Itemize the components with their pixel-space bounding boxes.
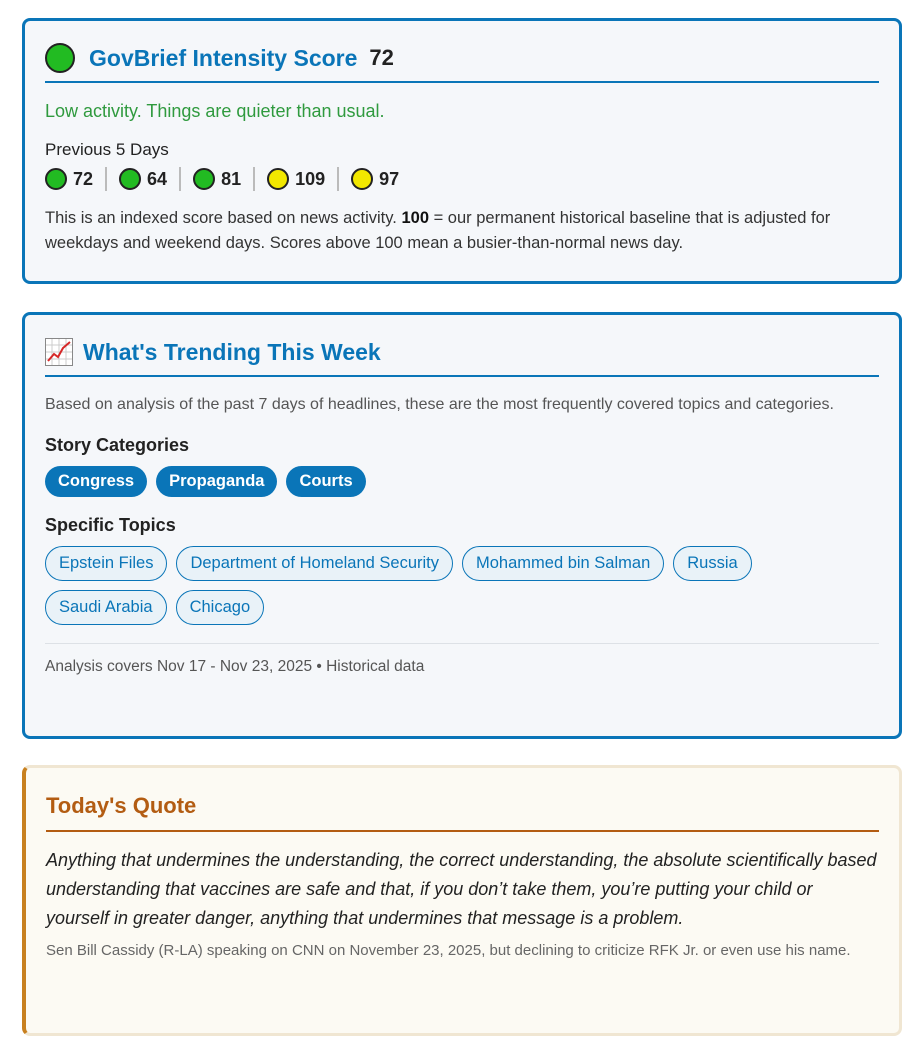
day-score-value: 81	[221, 168, 242, 189]
topic-chip[interactable]: Saudi Arabia	[45, 590, 167, 625]
description-text-cont: = our permanent historical baseline that is adjusted for weekdays and weekend days. Scores above 100 mean a busier-than-normal news day.	[45, 209, 831, 252]
topic-chip[interactable]: Chicago	[176, 590, 265, 625]
previous-day-score	[119, 168, 167, 190]
previous-days-label: Previous 5 Days	[45, 140, 169, 159]
quote-card	[22, 765, 902, 1036]
day-score-value: 72	[73, 168, 94, 189]
day-separator	[337, 167, 339, 191]
trending-intro: Based on analysis of the past 7 days of headlines, these are the most frequently covered topics and categories.	[45, 396, 834, 413]
divider	[45, 643, 879, 644]
previous-days-list	[45, 166, 879, 192]
trending-title: What's Trending This Week	[83, 338, 381, 365]
status-dot-icon	[119, 168, 141, 190]
topic-chip[interactable]: Epstein Files	[45, 546, 167, 581]
quote-title: Today's Quote	[46, 793, 197, 818]
status-dot-icon	[351, 168, 373, 190]
score-title: GovBrief Intensity Score	[89, 44, 358, 71]
quote-source: Sen Bill Cassidy (R-LA) speaking on CNN on November 23, 2025, but declining to criticize RFK Jr. or even use his name.	[46, 942, 851, 959]
category-chip[interactable]: Congress	[45, 466, 147, 497]
category-chip[interactable]: Courts	[286, 466, 365, 497]
intensity-score-card	[22, 18, 902, 284]
analysis-note: Analysis covers Nov 17 - Nov 23, 2025 • Historical data	[45, 658, 425, 675]
description-text: This is an indexed score based on news activity.	[45, 209, 402, 227]
quote-text: Anything that undermines the understanding, the correct understanding, the absolute scientifically based understanding that vaccines are safe and that, if you don’t take them, you’re putting your child or yourself in greater danger, anything that undermines that message is a problem.	[46, 850, 877, 928]
day-score-value: 64	[147, 168, 168, 189]
trending-card	[22, 312, 902, 739]
score-value: 72	[369, 45, 394, 70]
activity-status: Low activity. Things are quieter than usual.	[45, 101, 385, 121]
topic-chip[interactable]: Russia	[673, 546, 751, 581]
chart-increasing-icon	[45, 338, 73, 366]
baseline-value: 100	[401, 209, 429, 227]
day-separator	[179, 167, 181, 191]
status-dot-icon	[45, 168, 67, 190]
topic-chips	[45, 546, 879, 625]
status-dot-icon	[267, 168, 289, 190]
topic-chip[interactable]: Department of Homeland Security	[176, 546, 453, 581]
category-chip[interactable]: Propaganda	[156, 466, 277, 497]
day-score-value: 97	[379, 168, 400, 189]
score-header	[45, 41, 879, 83]
trending-header	[45, 335, 879, 377]
topic-chip[interactable]: Mohammed bin Salman	[462, 546, 664, 581]
category-chips	[45, 466, 879, 497]
categories-heading: Story Categories	[45, 435, 190, 455]
quote-header	[46, 788, 879, 832]
day-separator	[253, 167, 255, 191]
day-separator	[105, 167, 107, 191]
previous-day-score	[351, 168, 399, 190]
status-dot-icon	[193, 168, 215, 190]
previous-day-score	[193, 168, 241, 190]
score-description	[45, 206, 879, 256]
status-dot-icon	[45, 43, 75, 73]
topics-heading: Specific Topics	[45, 515, 176, 535]
previous-day-score	[267, 168, 325, 190]
previous-day-score	[45, 168, 93, 190]
day-score-value: 109	[295, 168, 326, 189]
